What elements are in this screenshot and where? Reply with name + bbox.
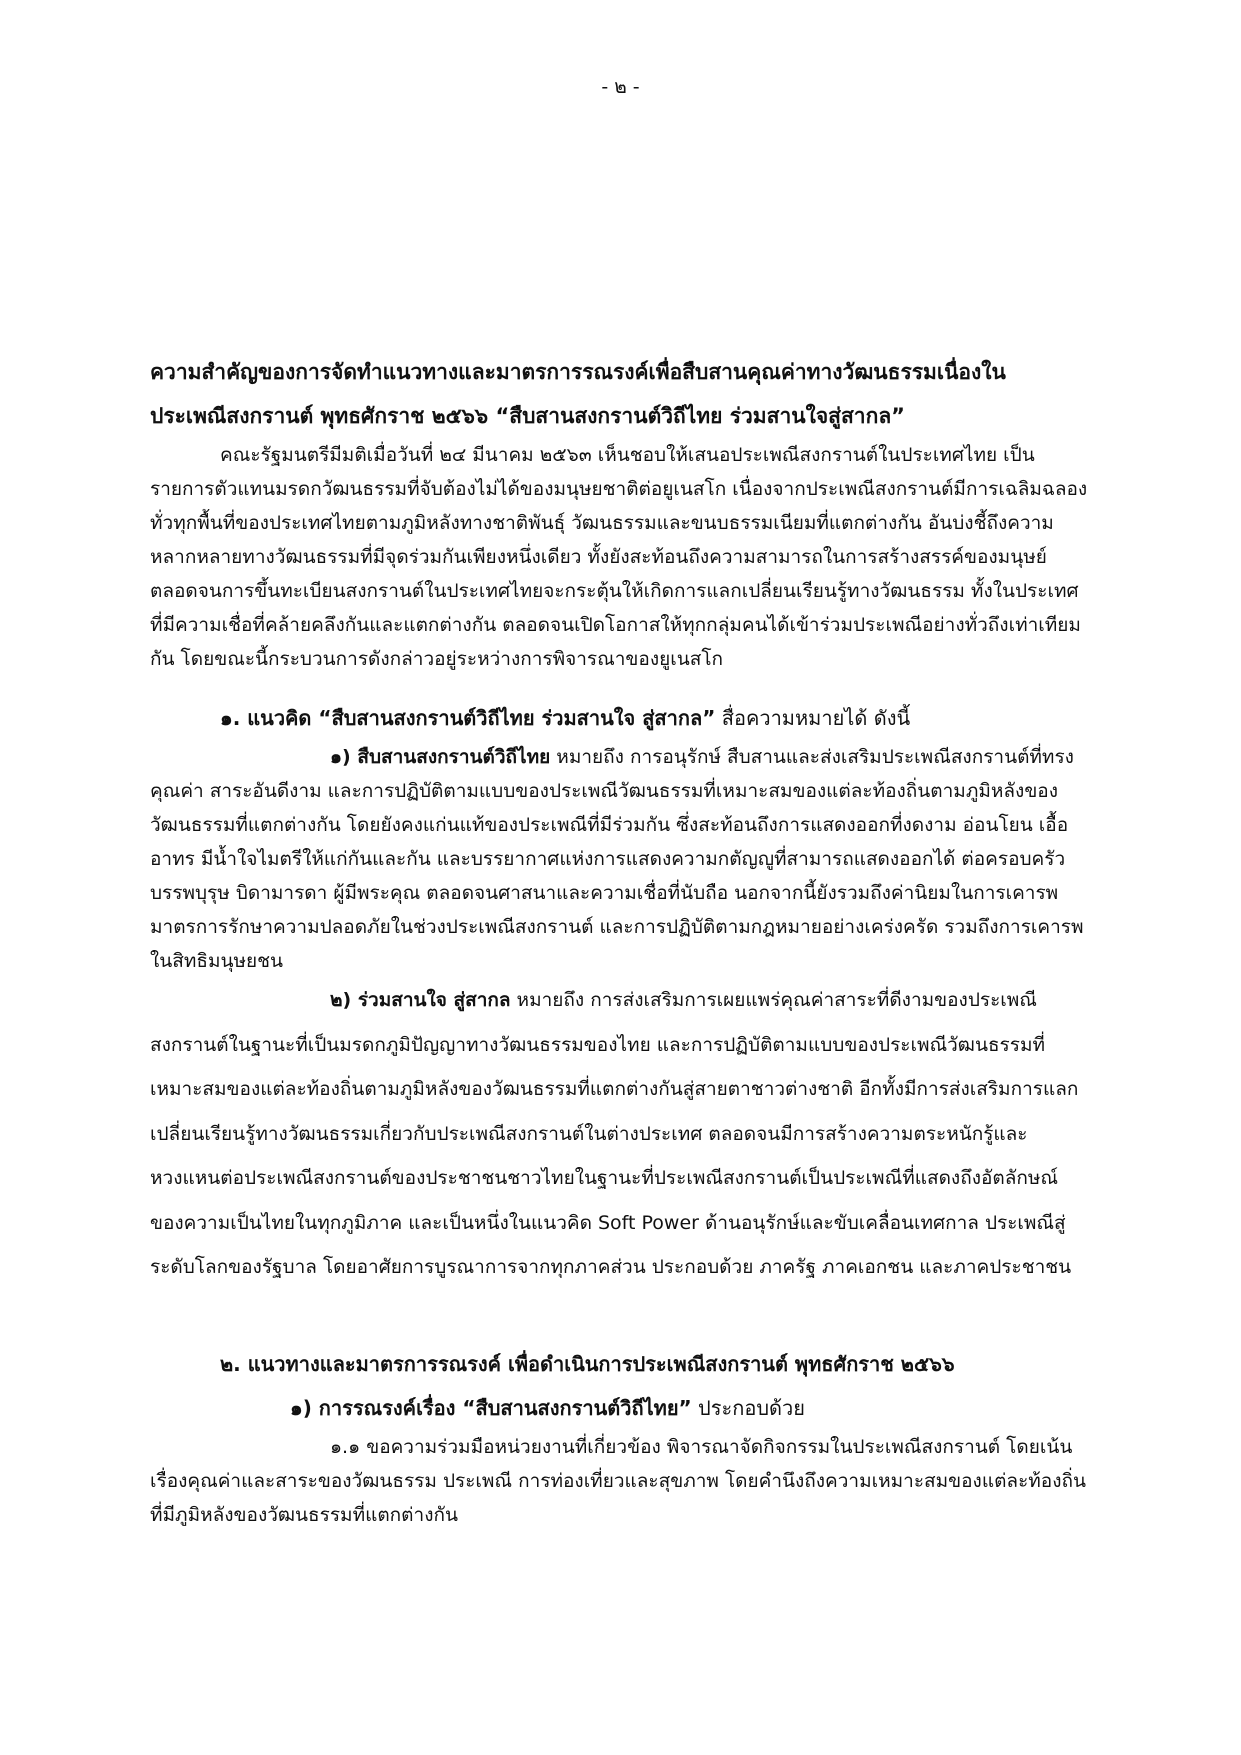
section-1-heading [150, 696, 1090, 740]
concept-item-2 [150, 978, 1090, 1290]
section-2-heading: ๒. แนวทางและมาตรการรณรงค์ เพื่อดำเนินการประเพณีสงกรานต์ พุทธศักราช ๒๕๖๖ [220, 1351, 955, 1376]
document-title-line-1: ความสำคัญของการจัดทำแนวทางและมาตรการรณรงค์เพื่อสืบสานคุณค่าทางวัฒนธรรมเนื่องใน [150, 360, 1006, 384]
intro-paragraph: คณะรัฐมนตรีมีมติเมื่อวันที่ ๒๔ มีนาคม ๒๕๖๓ เห็นชอบให้เสนอประเพณีสงกรานต์ในประเทศไทย เป็นรายการตัวแทนมรดกวัฒนธรรมที่จับต้องไม่ได้ของมนุษยชาติต่อยูเนสโก เนื่องจากประเพณีสงกรานต์มีการเฉลิมฉลองทั่วทุกพื้นที่ของประเทศไทยตามภูมิหลังทางชาติพันธุ์ วัฒนธรรมและขนบธรรมเนียมที่แตกต่างกัน อันบ่งชี้ถึงความหลากหลายทางวัฒนธรรมที่มีจุดร่วมกันเพียงหนึ่งเดียว ทั้งยังสะท้อนถึงความสามารถในการสร้างสรรค์ของมนุษย์ ตลอดจนการขึ้นทะเบียนสงกรานต์ในประเทศไทยจะกระตุ้นให้เกิดการแลกเปลี่ยนเรียนรู้ทางวัฒนธรรม ทั้งในประเทศที่มีความเชื่อที่คล้ายคลึงกันและแตกต่างกัน ตลอดจนเปิดโอกาสให้ทุกกลุ่มคนได้เข้าร่วมประเพณีอย่างทั่วถึงเท่าเทียมกัน โดยขณะนี้กระบวนการดังกล่าวอยู่ระหว่างการพิจารณาของยูเนสโก [150, 444, 1088, 670]
concept-item-1 [150, 740, 1090, 978]
concept-item-1-text: หมายถึง การอนุรักษ์ สืบสานและส่งเสริมประเพณีสงกรานต์ที่ทรงคุณค่า สาระอันดีงาม และการปฏิบัติตามแบบของประเพณีวัฒนธรรมที่เหมาะสมของแต่ละท้องถิ่นตามภูมิหลังของวัฒนธรรมที่แตกต่างกัน โดยยังคงแก่นแท้ของประเพณีที่มีร่วมกัน ซึ่งสะท้อนถึงการแสดงออกที่งดงาม อ่อนโยน เอื้ออาทร มีน้ำใจไมตรีให้แก่กันและกัน และบรรยากาศแห่งการแสดงความกตัญญูที่สามารถแสดงออกได้ ต่อครอบครัว บรรพบุรุษ บิดามารดา ผู้มีพระคุณ ตลอดจนศาสนาและความเชื่อที่นับถือ นอกจากนี้ยังรวมถึงค่านิยมในการเคารพมาตรการรักษาความปลอดภัยในช่วงประเพณีสงกรานต์ และการปฏิบัติตามกฎหมายอย่างเคร่งครัด รวมถึงการเคารพในสิทธิมนุษยชน [150, 746, 1084, 972]
item-1-1: ๑.๑ ขอความร่วมมือหน่วยงานที่เกี่ยวข้อง พิจารณาจัดกิจกรรมในประเพณีสงกรานต์ โดยเน้นเรื่องคุณค่าและสาระของวัฒนธรรม ประเพณี การท่องเที่ยวและสุขภาพ โดยคำนึงถึงความเหมาะสมของแต่ละท้องถิ่นที่มีภูมิหลังของวัฒนธรรมที่แตกต่างกัน [150, 1435, 1086, 1526]
concept-item-2-text: หมายถึง การส่งเสริมการเผยแพร่คุณค่าสาระที่ดีงามของประเพณีสงกรานต์ในฐานะที่เป็นมรดกภูมิปัญญาทางวัฒนธรรมของไทย และการปฏิบัติตามแบบของประเพณีวัฒนธรรมที่เหมาะสมของแต่ละท้องถิ่นตามภูมิหลังของวัฒนธรรมที่แตกต่างกันสู่สายตาชาวต่างชาติ อีกทั้งมีการส่งเสริมการแลกเปลี่ยนเรียนรู้ทางวัฒนธรรมเกี่ยวกับประเพณีสงกรานต์ในต่างประเทศ ตลอดจนมีการสร้างความตระหนักรู้และหวงแหนต่อประเพณีสงกรานต์ของประชาชนชาวไทยในฐานะที่ประเพณีสงกรานต์เป็นประเพณีที่แสดงถึงอัตลักษณ์ของความเป็นไทยในทุกภูมิภาค และเป็นหนึ่งในแนวคิด Soft Power ด้านอนุรักษ์และขับเคลื่อนเทศกาล ประเพณีสู่ระดับโลกของรัฐบาล โดยอาศัยการบูรณาการจากทุกภาคส่วน ประกอบด้วย ภาครัฐ ภาคเอกชน และภาคประชาชน [150, 989, 1079, 1278]
section-1-heading-bold: ๑. แนวคิด “สืบสานสงกรานต์วิถีไทย ร่วมสานใจ สู่สากล” [220, 706, 716, 730]
document-title-line-2: ประเพณีสงกรานต์ พุทธศักราช ๒๕๖๖ “สืบสานสงกรานต์วิถีไทย ร่วมสานใจสู่สากล” [150, 404, 905, 428]
section-2-subheading-rest: ประกอบด้วย [691, 1395, 805, 1420]
document-body [150, 350, 1090, 1532]
concept-item-2-title: ๒) ร่วมสานใจ สู่สากล [330, 989, 511, 1011]
section-1-heading-rest: สื่อความหมายได้ ดังนี้ [715, 706, 911, 730]
section-2-subheading [150, 1386, 1090, 1430]
concept-item-1-title: ๑) สืบสานสงกรานต์วิถีไทย [330, 746, 551, 768]
page-number: - ๒ - [601, 76, 640, 98]
section-2-subheading-bold: ๑) การรณรงค์เรื่อง “สืบสานสงกรานต์วิถีไทย” [290, 1395, 692, 1420]
